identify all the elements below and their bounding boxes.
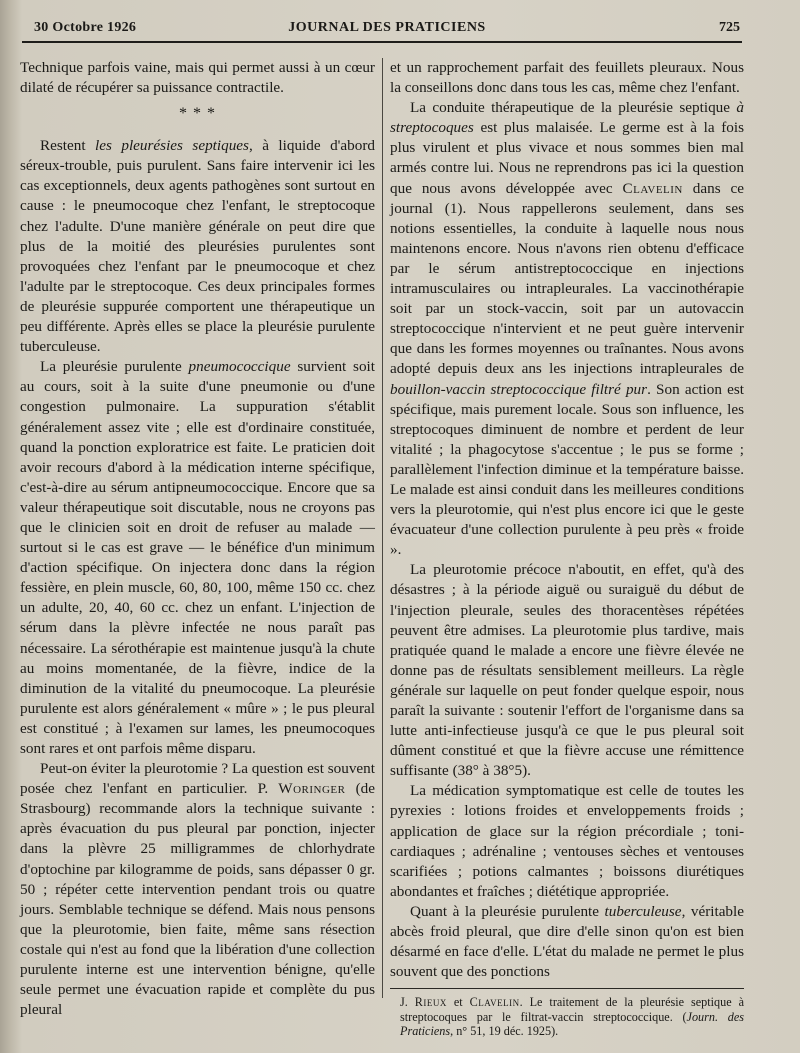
- paragraph-pleurotomy-question: [20, 759, 375, 1020]
- left-column: [20, 58, 375, 1020]
- text-run: . Son action est spécifique, mais purement locale. Sous son influence, les streptocoques diminuent de nombre et perdent de leur vitalité ; la phagocytose s'accentue ; le pus se forme ; parallèlement l'infection diminue et la température baisse. Le malade est ainsi conduit dans les meilleures conditions vers la pleurotomie, qui n'est plus encore ici que le geste évacuateur d'une collection purulente à peu près « froide ».: [390, 380, 744, 559]
- issue-date: 30 Octobre 1926: [34, 20, 137, 35]
- text-run: , n° 51, 19 déc. 1925).: [450, 1024, 559, 1039]
- text-run: La conduite thérapeutique de la pleurésie septique: [410, 99, 737, 117]
- text-run: (de Strasbourg) recommande alors la technique suivante : après évacuation du pus pleural par ponction, injecter dans la plèvre 25 milligrammes de chlorhydrate d'optochine par kilogramme de poids, sans dépasser 0 gr. 50 ; répéter cette intervention pendant trois ou quatre jours. Semblable technique se défend. Mais nous pensons que la pleurotomie, bien faite, même sans résection costale qui n'est au fond que la libération d'une collection purulente interne est une intervention bénigne, qu'elle seule permet une évacuation rapide et complète du pus pleural: [20, 780, 375, 1019]
- paragraph-cardiac-technique: [20, 58, 375, 98]
- text-run: Peut-on éviter la pleurotomie ? La question est souvent posée chez l'enfant en particulier. P.: [20, 760, 375, 798]
- emphasis-run: tuberculeuse: [604, 902, 682, 920]
- text-run: est plus malaisée. Le germe est à la fois plus virulent et plus vivace et nous sommes bien mal armés contre lui. Nous ne reprendrons pas ici la question que nous avons développée avec: [390, 119, 744, 197]
- text-run: Quant à la pleurésie purulente: [410, 902, 605, 920]
- text-run: et un rapprochement parfait des feuillets pleuraux. Nous la conseillons donc dans tous les cas, même chez l'enfant.: [390, 59, 744, 97]
- separator-asterisks: * * *: [179, 105, 216, 123]
- section-separator: [20, 98, 375, 136]
- text-run: . Le traitement de la pleurésie septique à streptocoques par le filtrat-vaccin streptococcique. (: [400, 995, 744, 1024]
- paragraph-streptococcal: [390, 98, 744, 560]
- text-run: , véritable abcès froid pleural, que dire d'elle sinon qu'on est bien désarmé en face d'elle. L'état du malade ne permet le plus souvent que des ponctions: [390, 902, 744, 981]
- author-name: Woringer: [278, 780, 346, 798]
- emphasis-run: les pleurésies septiques: [95, 137, 249, 155]
- author-name: Clavelin: [469, 995, 520, 1010]
- text-run: et: [446, 995, 470, 1010]
- text-run: La pleurotomie précoce n'aboutit, en effet, qu'à des désastres ; à la période aiguë ou suraiguë du début de l'injection pleurale, seules des thoracentèses répétées peuvent être admises. La pleurotomie plus tardive, mais pratiquée quand le malade a encore une fièvre élevée ne donne pas de résultats sensiblement meilleurs. La règle générale sur laquelle on peut fonder quelque espoir, nous paraît la suivante : soutenir l'effort de l'organisme dans sa lutte anti-infectieuse jusqu'à ce que le pus pleural soit dûment constitué et que la fièvre accuse une rémittence suffisante (38° à 38°5).: [390, 561, 744, 780]
- paragraph-tuberculous: [390, 902, 744, 982]
- text-run: La pleurésie purulente: [40, 358, 189, 376]
- text-run: survient soit au cours, soit à la suite d'une pneumonie ou d'une congestion pulmonaire. La suppuration s'établit généralement assez vite ; elle est d'ordinaire constituée, quand la ponction exploratrice est faite. Le praticien doit avoir recours d'abord à la médication interne spécifique, c'est-à-dire au sérum antipneumococcique. Encore que sa valeur thérapeutique soit discutable, nous ne croyons pas que le clinicien soit en droit de refuser au malade — surtout si le cas est grave — le bénéfice d'un minimum d'action spécifique. On injectera donc dans la région fessière, en plein muscle, 60, 80, 100, même 150 cc. chez un adulte, 20, 40, 60 cc. chez un enfant. L'injection de sérum dans la plèvre infectée ne nous paraît pas nécessaire. La sérothérapie est maintenue jusqu'à la chute au moins momentanée, de la fièvre, indice de la diminution de la vitalité du pneumocoque. La pleurésie purulente est alors généralement « mûre » ; le pus pleural est constitué ; à l'examen sur lames, les pneumocoques sont rares et ont parfois même disparu.: [20, 358, 375, 757]
- emphasis-run: bouillon-vaccin streptococcique filtré pur: [390, 380, 648, 398]
- emphasis-run: Journ. des Praticiens: [400, 1009, 744, 1039]
- journal-title: JOURNAL DES PRATICIENS: [288, 20, 486, 35]
- running-header: [34, 20, 740, 40]
- paragraph-symptomatic: [390, 781, 744, 902]
- emphasis-run: pneumococcique: [188, 358, 291, 376]
- column-divider: [382, 58, 383, 998]
- author-name: Clavelin: [622, 179, 683, 197]
- text-run: dans ce journal (1). Nous rappellerons seulement, dans ses notions essentielles, la conduite à laquelle nous nous maintenons encore. Nous n'avons rien obtenu d'efficace par le sérum antistreptococcique en injections intramusculaires ou intrapleurales. La vaccinothérapie soit par un stock-vaccin, soit par un autovaccin streptococcique n'intervient et ne peut guère intervenir que dans les formes moyennes ou traînantes. Nous avons adopté depuis deux ans les injections intrapleurales de: [390, 179, 744, 378]
- header-rule: [22, 41, 742, 43]
- text-run: , à liquide d'abord séreux-trouble, puis purulent. Sans faire intervenir ici les cas exceptionnels, deux agents pathogènes sont surtout en cause : le pneumocoque chez l'enfant, le streptocoque chez l'adulte. D'une manière générale on peut dire que plus de la moitié des pleurésies purulentes sont provoquées chez l'enfant par le pneumocoque et chez l'adulte par le streptocoque. Ces deux principales formes de pleurésie suppurée comportent une thérapeutique un peu différente. Après elles se place la pleurésie purulente tuberculeuse.: [20, 137, 375, 356]
- paragraph-septic-pleurisies: [20, 136, 375, 357]
- right-column: [390, 58, 744, 1039]
- author-name: Rieux: [414, 995, 447, 1010]
- paragraph-early-pleurotomy: [390, 560, 744, 781]
- text-run: J.: [400, 995, 415, 1010]
- footnote: [390, 995, 744, 1039]
- footnote-rule: [390, 988, 744, 989]
- text-run: La médication symptomatique est celle de toutes les pyrexies : lotions froides et enveloppements froids ; application de glace sur la région précordiale ; toni-cardiaques ; adrénaline ; ventouses sèches et ventouses scarifiées ; potions calmantes ; boissons diurétiques abondantes et fraîches ; diététique appropriée.: [390, 782, 744, 900]
- paragraph-pneumococcal: [20, 357, 375, 759]
- paragraph-continuation: [390, 58, 744, 98]
- page-number: 725: [719, 20, 740, 35]
- paragraph-text: Technique parfois vaine, mais qui permet aussi à un cœur dilaté de récupérer sa puissance contractile.: [20, 59, 375, 97]
- text-run: Restent: [40, 137, 96, 155]
- emphasis-run: à streptocoques: [390, 99, 744, 137]
